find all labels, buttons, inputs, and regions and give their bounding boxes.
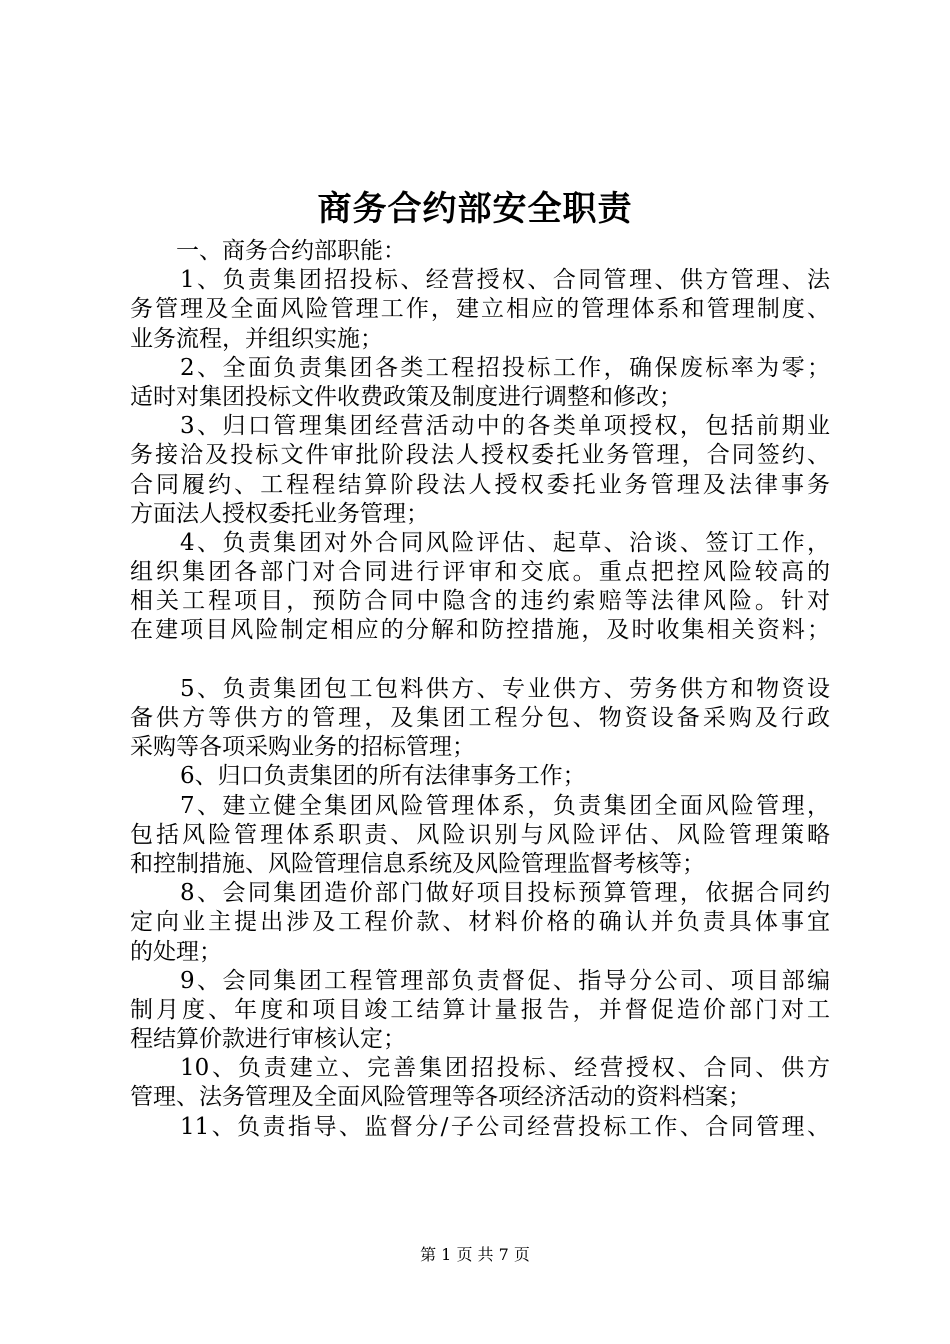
paragraph-line: 6、归口负责集团的所有法律事务工作； xyxy=(180,763,586,790)
paragraph-line: 10、负责建立、完善集团招投标、经营授权、合同、供方 xyxy=(180,1055,830,1082)
paragraph-line: 的处理； xyxy=(130,938,222,965)
paragraph-line: 采购等各项采购业务的招标管理； xyxy=(130,734,475,761)
paragraph-line: 7、建立健全集团风险管理体系，负责集团全面风险管理， xyxy=(180,792,830,819)
paragraph-line: 务接洽及投标文件审批阶段法人授权委托业务管理，合同签约、 xyxy=(130,442,830,469)
paragraph-line: 适时对集团投标文件收费政策及制度进行调整和修改； xyxy=(130,383,682,410)
document-title: 商务合约部安全职责 xyxy=(317,189,633,229)
document-body xyxy=(130,237,830,1142)
paragraph-line: 方面法人授权委托业务管理； xyxy=(130,500,429,527)
paragraph-line: 1、负责集团招投标、经营授权、合同管理、供方管理、法 xyxy=(180,267,830,294)
paragraph-line: 和控制措施、风险管理信息系统及风险管理监督考核等； xyxy=(130,850,705,877)
paragraph-line: 5、负责集团包工包料供方、专业供方、劳务供方和物资设 xyxy=(180,675,830,702)
paragraph-line: 包括风险管理体系职责、风险识别与风险评估、风险管理策略 xyxy=(130,821,830,848)
paragraph-line: 4、负责集团对外合同风险评估、起草、洽谈、签订工作， xyxy=(180,529,830,556)
paragraph-line: 在建项目风险制定相应的分解和防控措施，及时收集相关资料； xyxy=(130,617,830,644)
paragraph-line: 程结算价款进行审核认定； xyxy=(130,1026,406,1053)
paragraph-line: 11、负责指导、监督分/子公司经营投标工作、合同管理、 xyxy=(180,1113,830,1140)
page-number-footer: 第 1 页 共 7 页 xyxy=(420,1245,530,1264)
paragraph-line: 2、全面负责集团各类工程招投标工作，确保废标率为零； xyxy=(180,354,830,381)
section-heading: 一、商务合约部职能： xyxy=(176,238,406,264)
paragraph-line: 备供方等供方的管理，及集团工程分包、物资设备采购及行政 xyxy=(130,705,830,731)
paragraph-line: 定向业主提出涉及工程价款、材料价格的确认并负责具体事宜 xyxy=(130,909,830,936)
paragraph-line: 务管理及全面风险管理工作，建立相应的管理体系和管理制度、 xyxy=(130,296,830,323)
paragraph-line: 合同履约、工程程结算阶段法人授权委托业务管理及法律事务 xyxy=(130,471,830,498)
paragraph-line: 管理、法务管理及全面风险管理等各项经济活动的资料档案； xyxy=(130,1084,751,1111)
paragraph-line: 3、归口管理集团经营活动中的各类单项授权，包括前期业 xyxy=(180,413,830,440)
paragraph-line: 业务流程，并组织实施； xyxy=(130,325,383,352)
blank-line xyxy=(130,646,830,675)
paragraph-line: 相关工程项目，预防合同中隐含的违约索赔等法律风险。针对 xyxy=(130,588,830,615)
paragraph-line: 9、会同集团工程管理部负责督促、指导分公司、项目部编 xyxy=(180,967,830,994)
paragraph-line: 8、会同集团造价部门做好项目投标预算管理，依据合同约 xyxy=(180,880,830,907)
paragraph-line: 制月度、年度和项目竣工结算计量报告，并督促造价部门对工 xyxy=(130,996,830,1023)
paragraph-line: 组织集团各部门对合同进行评审和交底。重点把控风险较高的 xyxy=(130,559,830,586)
